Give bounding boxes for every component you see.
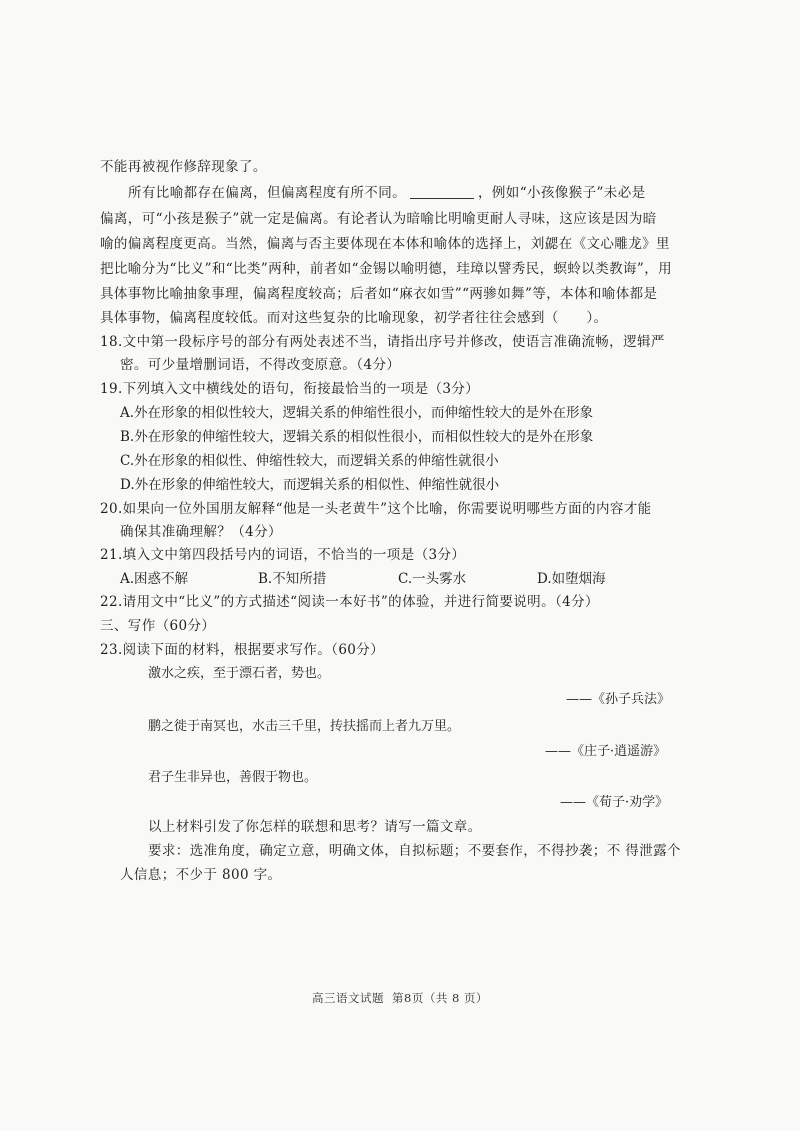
question-21-option-d: D.如堕烟海	[537, 571, 606, 587]
question-21-option-a: A.困惑不解	[120, 571, 189, 587]
material-source-1: ——《孙子兵法》	[566, 692, 671, 707]
material-quote-2: 鹏之徙于南冥也，水击三千里，抟扶摇而上者九万里。	[148, 719, 461, 734]
question-23-stem: 23.阅读下面的材料，根据要求写作。（60分）	[100, 642, 385, 658]
material-quote-3: 君子生非异也，善假于物也。	[148, 770, 318, 785]
page-footer	[0, 990, 800, 1006]
footer-subject: 高三语文试题	[312, 991, 385, 1005]
question-22: 22.请用文中“比义”的方式描述“阅读一本好书”的体验，并进行简要说明。（4分）	[100, 594, 599, 610]
passage-line-2-end: ，例如“小孩像猴子”未必是	[478, 185, 646, 201]
writing-requirements-line-2: 人信息；不少于 800 字。	[120, 867, 282, 883]
question-19-option-b: B.外在形象的伸缩性较大，逻辑关系的相似性很小，而相似性较大的是外在形象	[120, 429, 594, 445]
footer-page-number: 第8页（共 8 页）	[392, 991, 488, 1005]
question-21-stem: 21.填入文中第四段括号内的词语，不恰当的一项是（3分）	[100, 547, 466, 563]
passage-line-1: 不能再被视作修辞现象了。	[100, 159, 267, 175]
question-19-option-a: A.外在形象的相似性较大，逻辑关系的伸缩性很小，而伸缩性较大的是外在形象	[120, 405, 594, 421]
question-19-option-d: D.外在形象的伸缩性较大，而逻辑关系的相似性、伸缩性就很小	[120, 477, 500, 493]
passage-line-7: 具体事物，偏离程度较低。而对这些复杂的比喻现象，初学者往往会感到（ ）。	[100, 310, 608, 326]
passage-line-4: 喻的偏离程度更高。当然，偏离与否主要体现在本体和喻体的选择上，刘勰在《文心雕龙》里	[100, 236, 670, 252]
passage-line-6: 具体事物比喻抽象事理，偏离程度较高；后者如“麻衣如雪”“两骖如舞”等，本体和喻体都是	[100, 286, 658, 302]
question-19-stem: 19.下列填入文中横线处的语句，衔接最恰当的一项是（3分）	[100, 381, 480, 397]
question-21-option-c: C.一头雾水	[398, 571, 467, 587]
question-19-option-c: C.外在形象的相似性、伸缩性较大，而逻辑关系的伸缩性就很小	[120, 453, 499, 469]
question-20-line-2: 确保其准确理解？（4分）	[120, 524, 282, 540]
passage-line-2	[128, 184, 646, 202]
writing-requirements-line-1: 要求：选准角度，确定立意，明确文体，自拟标题；不要套作，不得抄袭；不 得泄露个	[148, 843, 681, 859]
passage-line-5: 把比喻分为“比义”和“比类”两种，前者如“金锡以喻明德，珪璋以譬秀民，螟蛉以类教诲”，用	[100, 261, 673, 277]
fill-blank-line	[410, 198, 474, 199]
material-quote-1: 激水之疾，至于漂石者，势也。	[148, 666, 331, 681]
question-21-option-b: B.不知所措	[258, 571, 327, 587]
question-20-line-1: 20.如果向一位外国朋友解释“他是一头老黄牛”这个比喻，你需要说明哪些方面的内容才能	[100, 501, 652, 517]
material-source-2: ——《庄子·逍遥游》	[545, 744, 667, 759]
question-18-line-2: 密。可少量增删词语，不得改变原意。（4分）	[120, 357, 401, 373]
writing-prompt: 以上材料引发了你怎样的联想和思考？请写一篇文章。	[148, 819, 482, 835]
passage-line-2-start: 所有比喻都存在偏离，但偏离程度有所不同。	[128, 185, 406, 201]
passage-line-3: 偏离，可“小孩是猴子”就一定是偏离。有论者认为暗喻比明喻更耐人寻味，这应该是因为暗	[100, 211, 657, 227]
section-writing-title: 三、写作（60分）	[100, 618, 216, 634]
material-source-3: ——《荀子·劝学》	[560, 795, 669, 810]
question-18-line-1: 18.文中第一段标序号的部分有两处表述不当，请指出序号并修改，使语言准确流畅，逻辑严	[100, 334, 665, 350]
